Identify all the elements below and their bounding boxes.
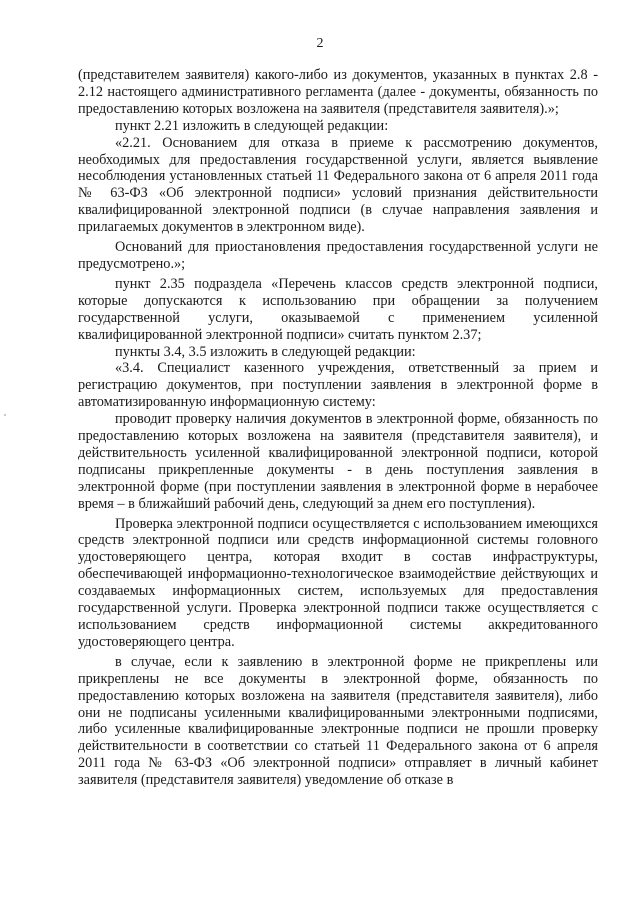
paragraph: пункт 2.35 подраздела «Перечень классов средств электронной подписи, которые допускаются к использованию при обращении за получением государственной услуги, оказываемой с применением усиленной квалифицированной электронной подписи» считать пунктом 2.37; bbox=[78, 275, 598, 343]
paragraph: «3.4. Специалист казенного учреждения, ответственный за прием и регистрацию документов, при поступлении заявления в электронной форме в автоматизированную информационную систему: bbox=[78, 360, 598, 411]
paragraph: проводит проверку наличия документов в электронной форме, обязанность по предоставлению которых возложена на заявителя (представителя заявителя), и действительность усиленной квалифицированной электронной подписи, которой подписаны прикрепленные документы - в день поступления заявления в электронной форме (при поступлении заявления в электронной форме в нерабочее время – в ближайший рабочий день, следующий за днем его поступления). bbox=[78, 411, 598, 512]
page-number: 2 bbox=[316, 36, 324, 51]
paragraph: Проверка электронной подписи осуществляется с использованием имеющихся средств электронной подписи или средств информационной системы головного удостоверяющего центра, которая входит в состав инфраструктуры, обеспечивающей информационно-технологическое взаимодействие действующих и создаваемых информационных систем, используемых для предоставления государственной услуги. Проверка электронной подписи также осуществляется с использованием средств информационной системы аккредитованного удостоверяющего центра. bbox=[78, 515, 598, 650]
scan-speck bbox=[4, 414, 6, 416]
paragraph: «2.21. Основанием для отказа в приеме к рассмотрению документов, необходимых для предоставления государственной услуги, является выявление несоблюдения установленных статьей 11 Федерального закона от 6 апреля 2011 года № 63-ФЗ «Об электронной подписи» условий признания действительности квалифицированной электронной подписи (в случае направления заявления и прилагаемых документов в электронном виде). bbox=[78, 134, 598, 236]
paragraph: (представителем заявителя) какого-либо из документов, указанных в пунктах 2.8 - 2.12 настоящего административного регламента (далее - документы, обязанность по предоставлению которых возложена на заявителя (представителя заявителя).»; bbox=[78, 67, 598, 117]
document-body bbox=[78, 67, 598, 789]
paragraph: пункты 3.4, 3.5 изложить в следующей редакции: bbox=[115, 343, 416, 360]
paragraph: пункт 2.21 изложить в следующей редакции: bbox=[115, 117, 389, 134]
paragraph: в случае, если к заявлению в электронной форме не прикреплены или прикреплены не все документы в электронной форме, обязанность по предоставлению которых возложена на заявителя (представителя заявителя), либо они не подписаны усиленными квалифицированными электронными подписями, либо усиленные квалифицированные электронные подписи не прошли проверку действительности в соответствии со статьей 11 Федерального закона от 6 апреля 2011 года № 63-ФЗ «Об электронной подписи» отправляет в личный кабинет заявителя (представителя заявителя) уведомление об отказе в bbox=[78, 653, 598, 789]
paragraph: Оснований для приостановления предоставления государственной услуги не предусмотрено.»; bbox=[78, 239, 598, 272]
